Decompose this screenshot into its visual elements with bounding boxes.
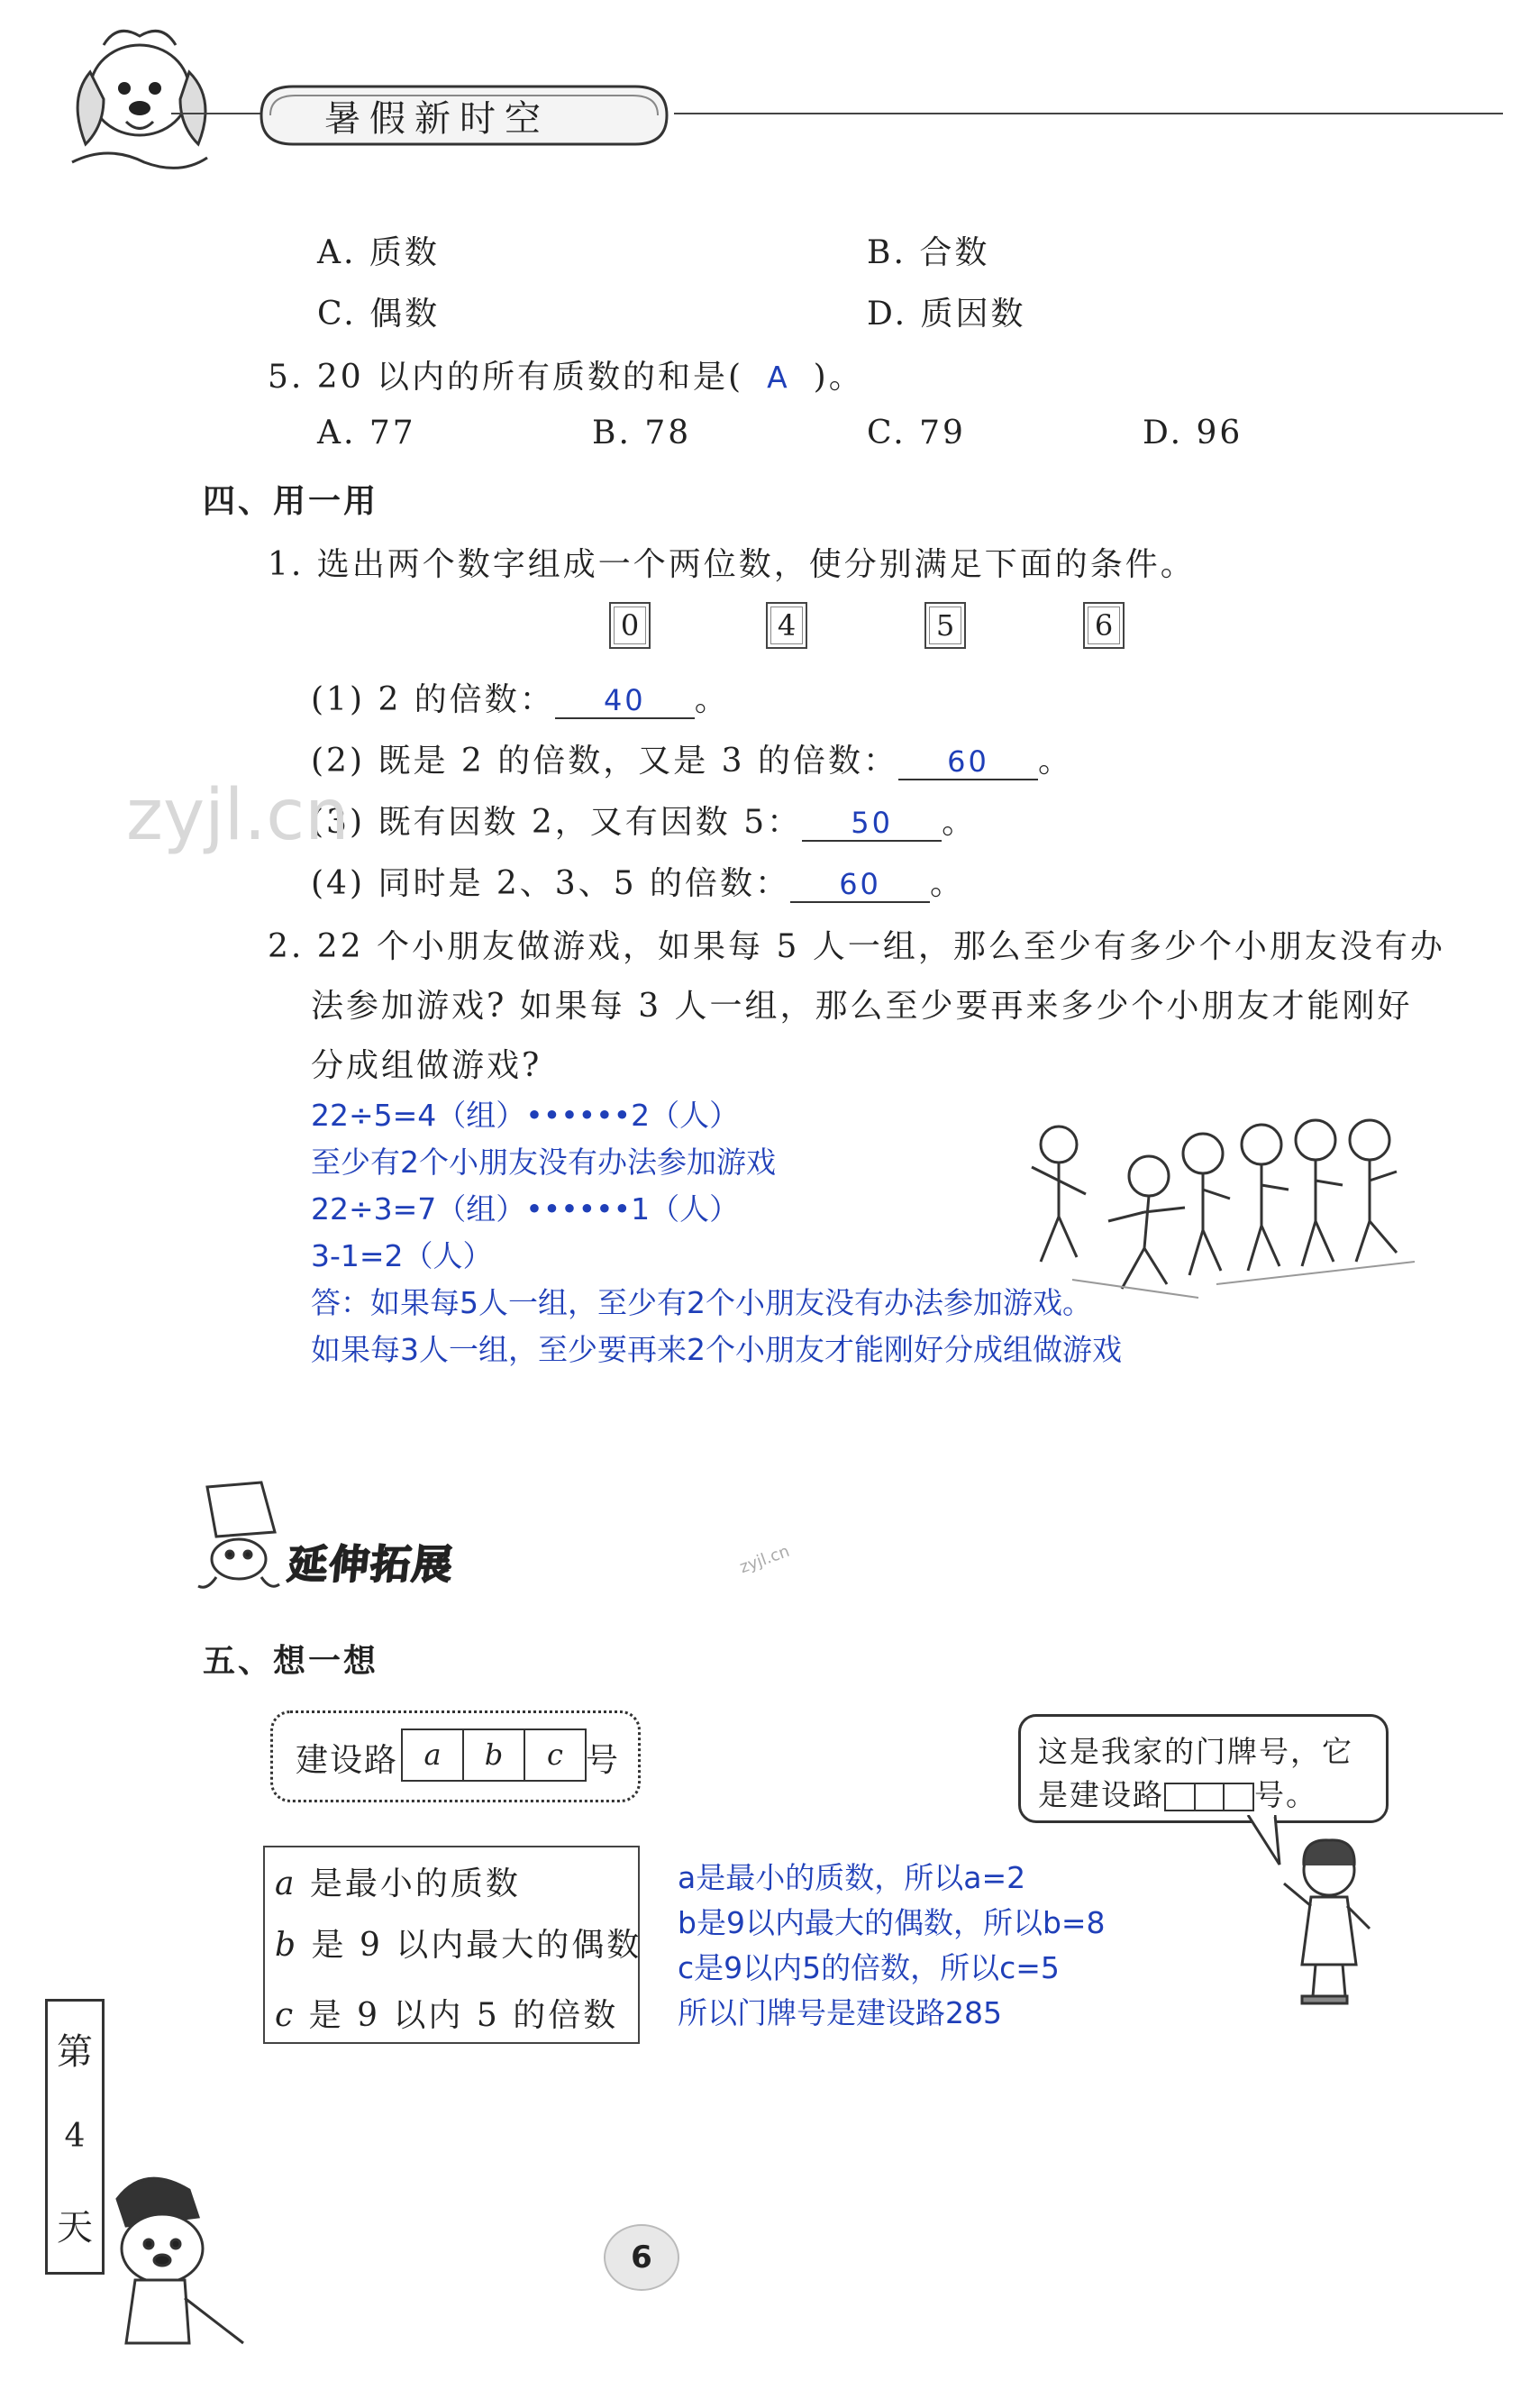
bubble-boxes xyxy=(1164,1783,1254,1811)
s5-answer-4: 所以门牌号是建设路285 xyxy=(678,1995,1002,2030)
q4-option-b: B. 合数 xyxy=(867,234,990,271)
s5-answer-2: b是9以内最大的偶数，所以b=8 xyxy=(678,1905,1106,1940)
sign-box-c: c xyxy=(547,1738,563,1772)
condition-c: c 是 9 以内 5 的倍数 xyxy=(275,1997,619,2034)
q2-solution-line6: 如果每3人一组，至少要再来2个小朋友才能刚好分成组做游戏 xyxy=(311,1332,1122,1367)
q5-option-b: B. 78 xyxy=(592,415,692,452)
q1-sub-1: (1) 2 的倍数： 40 。 xyxy=(311,681,730,718)
section5-title: 五、想一想 xyxy=(203,1643,379,1680)
girl-illustration xyxy=(1266,1829,1392,2010)
sign-box-b: b xyxy=(464,1730,525,1780)
q2-stem-line2: 法参加游戏? 如果每 3 人一组，那么至少要再来多少个小朋友才能刚好 xyxy=(311,988,1413,1025)
q1-stem: 1. 选出两个数字组成一个两位数，使分别满足下面的条件。 xyxy=(268,546,1196,583)
condition-b: b 是 9 以内最大的偶数 xyxy=(275,1927,642,1964)
q2-stem-line1: 2. 22 个小朋友做游戏，如果每 5 人一组，那么至少有多少个小朋友没有办 xyxy=(268,928,1445,965)
q1-sub-1-answer: 40 xyxy=(555,683,695,719)
dog-mascot-header xyxy=(54,18,234,180)
q2-solution-line3: 22÷3=7（组）••••••1（人） xyxy=(311,1191,740,1227)
digit-card-4: 4 xyxy=(766,602,807,649)
q2-solution-line1: 22÷5=4（组）••••••2（人） xyxy=(311,1098,740,1133)
extension-dog-icon xyxy=(189,1478,288,1595)
q4-option-c: C. 偶数 xyxy=(317,296,441,333)
q5-option-d: D. 96 xyxy=(1143,415,1243,452)
sign-box-a: a xyxy=(403,1730,464,1780)
condition-a: a 是最小的质数 xyxy=(275,1865,521,1902)
address-sign-prefix: 建设路 xyxy=(296,1742,399,1779)
header-rule-left xyxy=(171,113,261,114)
s5-answer-3: c是9以内5的倍数，所以c=5 xyxy=(678,1950,1060,1985)
dog-mascot-footer xyxy=(90,2163,252,2370)
q5-stem: 5. 20 以内的所有质数的和是( A )。 xyxy=(268,359,864,396)
address-sign-suffix: 号 xyxy=(586,1742,622,1779)
digit-card-6: 6 xyxy=(1083,602,1125,649)
q2-solution-line2: 至少有2个小朋友没有办法参加游戏 xyxy=(311,1145,776,1180)
bubble-line2: 是建设路 号。 xyxy=(1038,1777,1317,1812)
digit-card-5: 5 xyxy=(924,602,966,649)
q2-solution-line5: 答：如果每5人一组，至少有2个小朋友没有办法参加游戏。 xyxy=(311,1285,1092,1320)
q5-answer: A xyxy=(767,360,790,395)
q2-solution-line4: 3-1=2（人） xyxy=(311,1238,493,1273)
header-title: 暑假新时空 xyxy=(324,98,550,140)
bubble-line1: 这是我家的门牌号，它 xyxy=(1038,1734,1353,1769)
q1-sub-4: (4) 同时是 2、3、5 的倍数： 60 。 xyxy=(311,865,966,902)
day-tab-char-3: 天 xyxy=(57,2206,93,2248)
page-number: 6 xyxy=(604,2224,679,2291)
children-playing-illustration xyxy=(1018,1099,1424,1307)
q1-sub-2-answer: 60 xyxy=(898,744,1038,780)
day-tab-char-1: 第 xyxy=(57,2031,93,2074)
q5-option-a: A. 77 xyxy=(317,415,416,452)
address-sign-boxes xyxy=(401,1728,587,1782)
s5-answer-1: a是最小的质数，所以a=2 xyxy=(678,1860,1026,1895)
q1-sub-4-answer: 60 xyxy=(790,867,930,903)
watermark-main: zyjl.cn xyxy=(126,775,350,856)
q1-sub-3-answer: 50 xyxy=(802,806,942,842)
q4-option-d: D. 质因数 xyxy=(867,296,1026,333)
header-rule-right xyxy=(674,113,1503,114)
extension-banner: 延伸拓展 xyxy=(285,1542,457,1588)
q1-sub-3: (3) 既有因数 2，又有因数 5： 50 。 xyxy=(311,804,978,841)
q4-option-a: A. 质数 xyxy=(317,234,440,271)
day-tab-char-2: 4 xyxy=(64,2118,86,2156)
q5-option-c: C. 79 xyxy=(867,415,966,452)
q2-stem-line3: 分成组做游戏? xyxy=(311,1047,542,1084)
digit-card-0: 0 xyxy=(609,602,651,649)
q1-sub-2: (2) 既是 2 的倍数，又是 3 的倍数： 60 。 xyxy=(311,743,1074,780)
watermark-small: zyjl.cn xyxy=(737,1541,793,1578)
section4-title: 四、用一用 xyxy=(203,483,379,520)
